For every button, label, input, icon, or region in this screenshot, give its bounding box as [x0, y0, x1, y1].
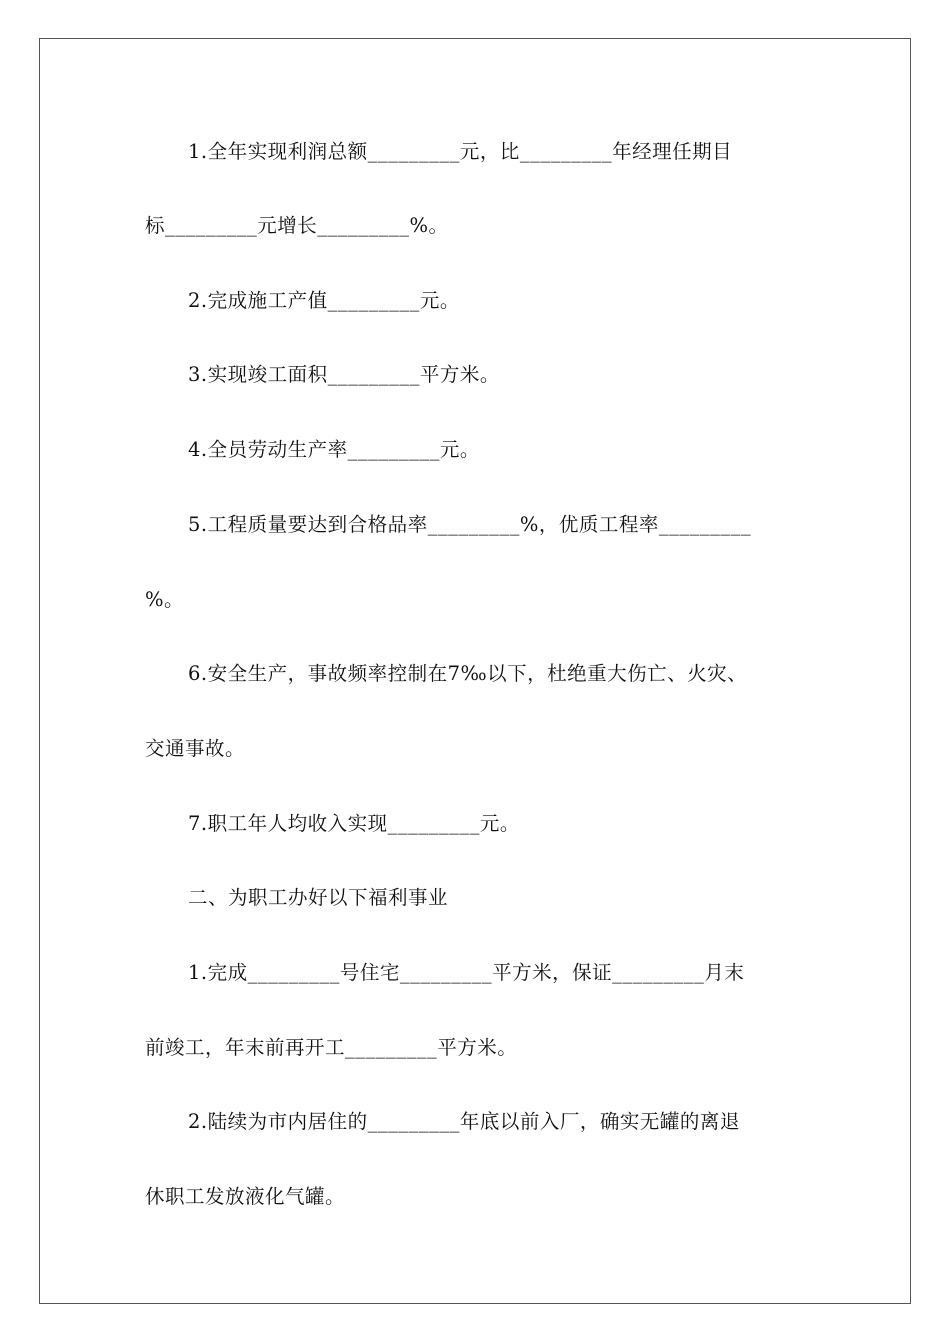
text-line: 休职工发放液化气罐。	[145, 1185, 346, 1208]
text-line: 7.职工年人均收入实现_________元。	[188, 812, 520, 835]
text-line: 1.完成_________号住宅_________平方米，保证_________月末	[188, 961, 745, 984]
text-line: 1.全年实现利润总额_________元，比_________年经理任期目	[188, 140, 733, 163]
text-line: 交通事故。	[145, 737, 246, 760]
text-line: %。	[145, 588, 185, 611]
text-line: 标_________元增长_________%。	[145, 214, 449, 237]
text-line: 前竣工，年末前再开工_________平方米。	[145, 1036, 518, 1059]
text-line: 3.实现竣工面积_________平方米。	[188, 363, 500, 386]
text-line: 6.安全生产，事故频率控制在7‰以下，杜绝重大伤亡、火灾、	[188, 662, 748, 685]
section-heading: 二、为职工办好以下福利事业	[188, 886, 449, 909]
text-line: 4.全员劳动生产率_________元。	[188, 438, 480, 461]
text-line: 2.完成施工产值_________元。	[188, 289, 460, 312]
text-line: 2.陆续为市内居住的_________年底以前入厂，确实无罐的离退	[188, 1110, 740, 1133]
text-line: 5.工程质量要达到合格品率_________%，优质工程率_________	[188, 513, 752, 536]
